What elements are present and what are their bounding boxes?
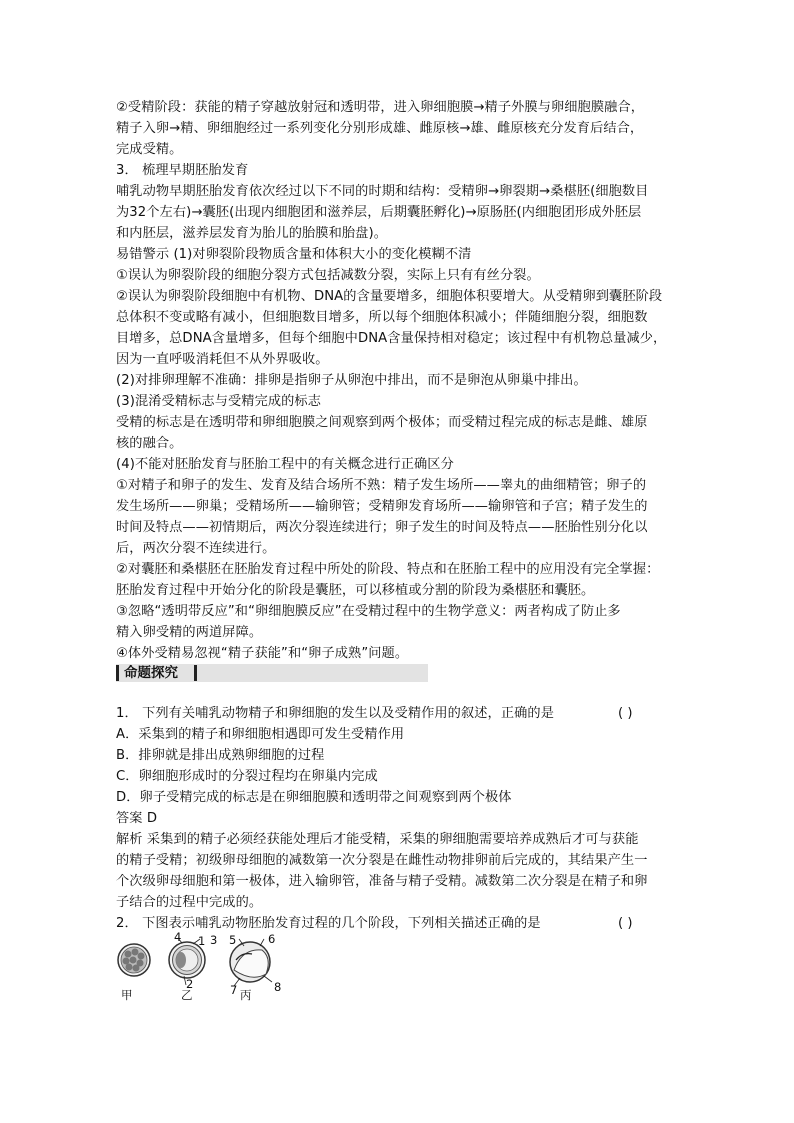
text-line: 胚胎发育过程中开始分化的阶段是囊胚，可以移植或分割的阶段为桑椹胚和囊胚。 xyxy=(116,583,595,598)
text-line: 发生场所——卵巢；受精场所——输卵管；受精卵发育场所——输卵管和子宫；精子发生的 xyxy=(116,499,648,514)
text-line: (4)不能对胚胎发育与胚胎工程中的有关概念进行正确区分 xyxy=(116,457,454,472)
section-marker-left xyxy=(116,665,119,681)
text-line: 时间及特点——初情期后，两次分裂连续进行；卵子发生的时间及特点——胚胎性别分化以 xyxy=(116,520,648,535)
figure-number-6: 6 xyxy=(268,932,276,946)
section-header xyxy=(116,664,428,682)
option-b: B．排卵就是排出成熟卵细胞的过程 xyxy=(116,748,325,763)
figure-label-yi: 乙 xyxy=(181,988,193,1002)
text-line: 完成受精。 xyxy=(116,142,183,157)
figure-number-8: 8 xyxy=(274,980,282,994)
text-line: ②对囊胚和桑椹胚在胚胎发育过程中所处的阶段、特点和在胚胎工程中的应用没有完全掌握： xyxy=(116,562,660,577)
text-line: 因为一直呼吸消耗但不从外界吸收。 xyxy=(116,352,329,367)
text-line: ③忽略“透明带反应”和“卵细胞膜反应”在受精过程中的生物学意义：两者构成了防止多 xyxy=(116,604,621,619)
figure-number-2: 2 xyxy=(186,977,194,991)
section-title: 命题探究 xyxy=(124,665,178,681)
text-line: ④体外受精易忽视“精子获能”和“卵子成熟”问题。 xyxy=(116,646,409,661)
text-line: ②受精阶段：获能的精子穿越放射冠和透明带，进入卵细胞膜→精子外膜与卵细胞膜融合， xyxy=(116,100,644,115)
figure-label-jia: 甲 xyxy=(121,988,133,1002)
embryo-figure xyxy=(112,930,292,1010)
text-line: 目增多，总DNA含量增多，但每个细胞中DNA含量保持相对稳定；该过程中有机物总量减少， xyxy=(116,331,667,346)
question-2-answer-blank: ( ) xyxy=(618,916,633,931)
option-a: A．采集到的精子和卵细胞相遇即可发生受精作用 xyxy=(116,727,405,742)
text-line: ①误认为卵裂阶段的细胞分裂方式包括减数分裂，实际上只有有丝分裂。 xyxy=(116,268,540,283)
text-line: ②误认为卵裂阶段细胞中有机物、DNA的含量要增多，细胞体积要增大。从受精卵到囊胚阶段 xyxy=(116,289,663,304)
text-line: 为32个左右)→囊胚(出现内细胞团和滋养层，后期囊胚孵化)→原肠胚(内细胞团形成外胚层 xyxy=(116,205,642,220)
text-line: ①对精子和卵子的发生、发育及结合场所不熟：精子发生场所——睾丸的曲细精管；卵子的 xyxy=(116,478,647,493)
figure-number-3: 3 xyxy=(210,933,218,947)
text-line: 哺乳动物早期胚胎发育依次经过以下不同的时期和结构：受精卵→卵裂期→桑椹胚(细胞数目 xyxy=(116,184,649,199)
text-line: 精入卵受精的两道屏障。 xyxy=(116,625,263,640)
option-d: D．卵子受精完成的标志是在卵细胞膜和透明带之间观察到两个极体 xyxy=(116,790,512,805)
analysis-line: 个次级卵母细胞和第一极体，进入输卵管，准备与精子受精。减数第二次分裂是在精子和卵 xyxy=(116,874,648,889)
analysis-line: 解析 采集到的精子必须经获能处理后才能受精，采集的卵细胞需要培养成熟后才可与获能 xyxy=(116,832,639,847)
text-line: 精子入卵→精、卵细胞经过一系列变化分别形成雄、雌原核→雄、雌原核充分发育后结合， xyxy=(116,121,644,136)
text-line: 3． 梳理早期胚胎发育 xyxy=(116,163,249,178)
figure-label-bing: 丙 xyxy=(240,988,252,1002)
figure-number-5: 5 xyxy=(229,933,237,947)
analysis-line: 子结合的过程中完成的。 xyxy=(116,895,263,910)
option-c: C．卵细胞形成时的分裂过程均在卵巢内完成 xyxy=(116,769,378,784)
analysis-line: 的精子受精；初级卵母细胞的减数第一次分裂是在雌性动物排卵前后完成的，其结果产生一 xyxy=(116,853,648,868)
text-line: 总体积不变或略有减小，但细胞数目增多，所以每个细胞体积减小；伴随细胞分裂，细胞数 xyxy=(116,310,648,325)
figure-number-7: 7 xyxy=(230,983,238,997)
text-line: 后，两次分裂不连续进行。 xyxy=(116,541,276,556)
question-1-answer-blank: ( ) xyxy=(618,706,633,721)
morula-drawing xyxy=(118,944,150,976)
text-line: 受精的标志是在透明带和卵细胞膜之间观察到两个极体；而受精过程完成的标志是雌、雄原 xyxy=(116,415,648,430)
text-line: (2)对排卵理解不准确：排卵是指卵子从卵泡中排出，而不是卵泡从卵巢中排出。 xyxy=(116,373,587,388)
text-line: 核的融合。 xyxy=(116,436,183,451)
question-2-stem: 2． 下图表示哺乳动物胚胎发育过程的几个阶段，下列相关描述正确的是 xyxy=(116,916,541,931)
section-marker-right xyxy=(194,665,197,681)
answer: 答案 D xyxy=(116,811,158,826)
figure-number-4: 4 xyxy=(174,930,182,944)
text-line: 和内胚层，滋养层发育为胎儿的胎膜和胎盘)。 xyxy=(116,226,387,241)
text-line: (3)混淆受精标志与受精完成的标志 xyxy=(116,394,322,409)
question-1-stem: 1． 下列有关哺乳动物精子和卵细胞的发生以及受精作用的叙述，正确的是 xyxy=(116,706,554,721)
text-line: 易错警示 (1)对卵裂阶段物质含量和体积大小的变化模糊不清 xyxy=(116,247,472,262)
figure-number-1: 1 xyxy=(198,934,206,948)
